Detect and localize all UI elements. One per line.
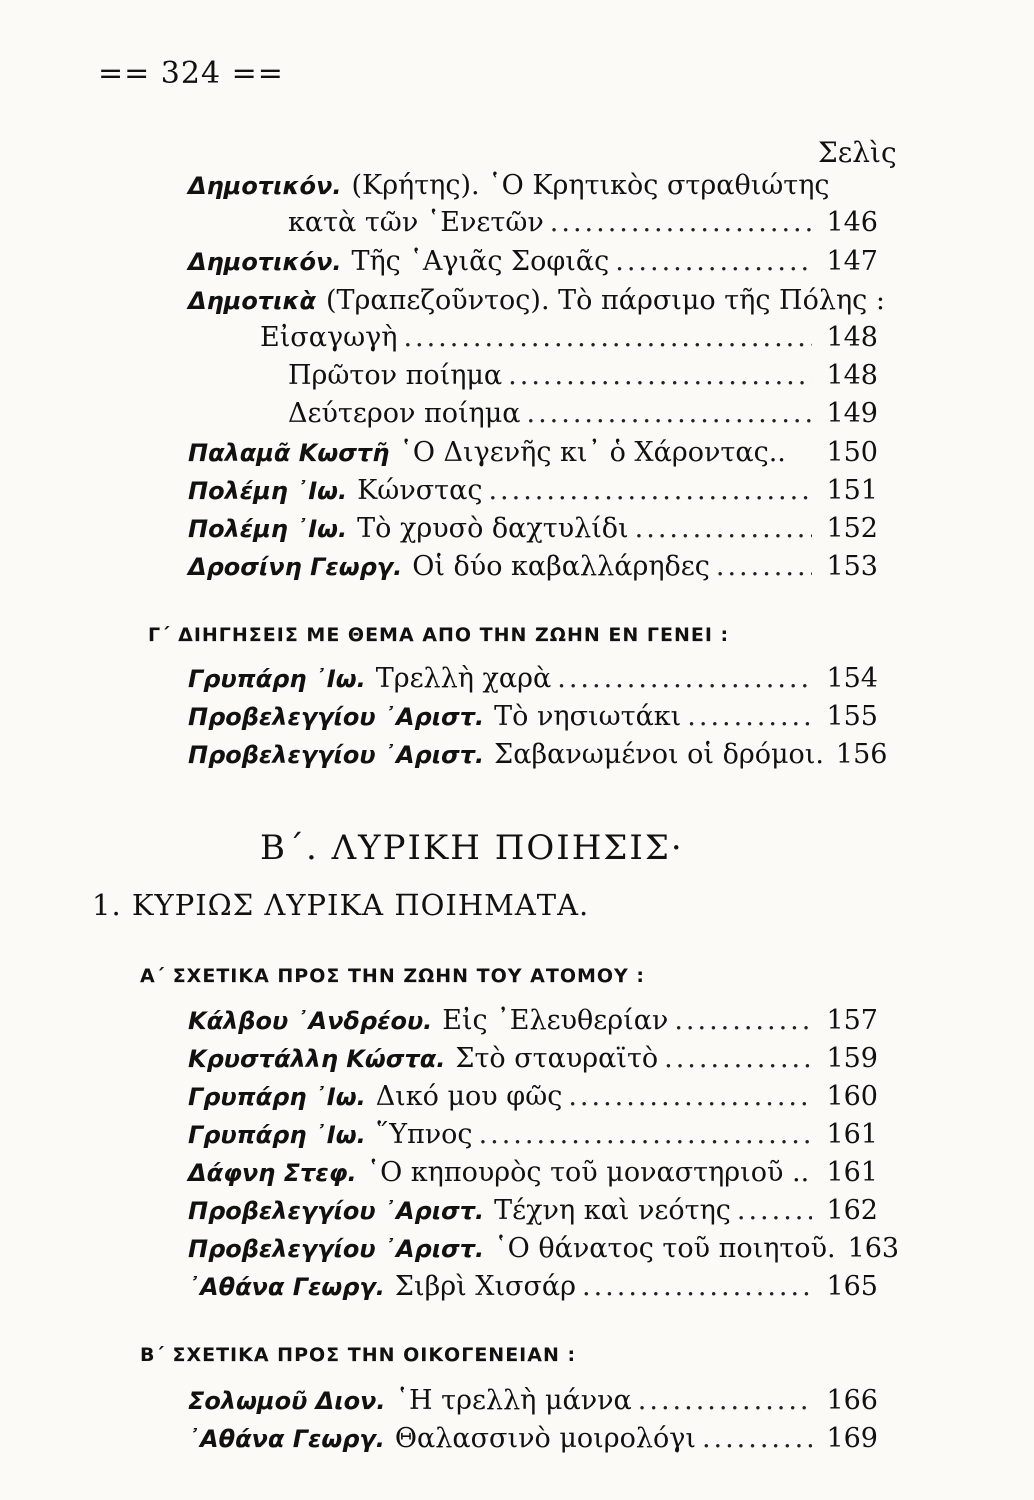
entry-page: 160 <box>826 1081 878 1112</box>
toc-entry <box>188 739 888 777</box>
toc-entry <box>188 475 878 513</box>
toc-entry <box>188 1271 878 1309</box>
entry-author: Προβελεγγίου ᾿Αριστ. <box>188 703 485 731</box>
entry-page: 156 <box>835 739 888 770</box>
entry-title: (Τραπεζοῦντος). Τὸ πάρσιμο τῆς Πόλης : <box>326 285 885 316</box>
entry-title: Δεύτερον ποίημα <box>288 398 521 429</box>
entry-title: Εἰς ᾿Ελευθερίαν <box>442 1005 669 1036</box>
toc-entry <box>188 1081 878 1119</box>
entry-author: ᾿Αθάνα Γεωργ. <box>188 1273 385 1301</box>
section-subheading: Γ΄ ΔΙΗΓΗΣΕΙΣ ΜΕ ΘΕΜΑ ΑΠΟ ΤΗΝ ΖΩΗΝ ΕΝ ΓΕΝΕΙ : <box>148 624 730 646</box>
toc-entry <box>288 360 878 398</box>
entry-author: Δάφνη Στεφ. <box>188 1159 357 1187</box>
entry-title: ῾Ο Διγενῆς κι᾿ ὁ Χάροντας.. <box>399 437 786 468</box>
toc-entry <box>188 1233 900 1271</box>
entry-author: Δημοτικόν. <box>188 172 342 200</box>
entry-page: 151 <box>826 475 878 506</box>
entry-title: ῾Ο κηπουρὸς τοῦ μοναστηριοῦ .. <box>366 1157 810 1188</box>
entry-title: Τέχνη καὶ νεότης <box>494 1195 731 1226</box>
entry-page: 148 <box>826 360 878 391</box>
entry-page: 165 <box>826 1271 878 1302</box>
entry-author: Προβελεγγίου ᾿Αριστ. <box>188 1197 485 1225</box>
entry-author: Κάλβου ᾿Ανδρέου. <box>188 1007 433 1035</box>
toc-entry <box>188 551 878 589</box>
entry-page: 162 <box>826 1195 878 1226</box>
toc-entry <box>188 1005 878 1043</box>
toc-entry <box>288 207 878 245</box>
toc-entry <box>188 1195 878 1233</box>
entry-author: Πολέμη ᾿Ιω. <box>188 477 348 505</box>
page-column-label: Σελὶς <box>818 136 897 169</box>
entry-page: 154 <box>826 663 878 694</box>
entry-author: Δημοτικὰ <box>188 287 317 315</box>
entry-page: 169 <box>826 1423 878 1454</box>
toc-entry <box>260 322 878 360</box>
entry-author: Δροσίνη Γεωργ. <box>188 553 403 581</box>
subsection-title: 1. ΚΥΡΙΩΣ ΛΥΡΙΚΑ ΠΟΙΗΜΑΤΑ. <box>92 888 590 922</box>
entry-author: ᾿Αθάνα Γεωργ. <box>188 1425 385 1453</box>
entry-title: (Κρήτης). ῾Ο Κρητικὸς στραθιώτης <box>351 170 830 201</box>
entry-author: Προβελεγγίου ᾿Αριστ. <box>188 1235 485 1263</box>
toc-entry <box>188 170 830 201</box>
entry-author: Παλαμᾶ Κωστῆ <box>188 439 390 467</box>
section-title: Β΄. ΛΥΡΙΚΗ ΠΟΙΗΣΙΣ· <box>260 828 684 868</box>
toc-entry <box>188 285 885 316</box>
entry-title: Τῆς ῾Αγιᾶς Σοφιᾶς <box>351 246 610 277</box>
toc-entry <box>288 398 878 436</box>
toc-entry <box>188 663 878 701</box>
entry-page: 148 <box>826 322 878 353</box>
entry-author: Γρυπάρη ᾿Ιω. <box>188 665 366 693</box>
section-subheading: Β΄ ΣΧΕΤΙΚΑ ΠΡΟΣ ΤΗΝ ΟΙΚΟΓΕΝΕΙΑΝ : <box>140 1344 577 1366</box>
entry-author: Σολωμοῦ Διον. <box>188 1387 386 1415</box>
toc-entry <box>188 246 878 284</box>
entry-author: Γρυπάρη ᾿Ιω. <box>188 1083 366 1111</box>
toc-entry <box>188 1043 878 1081</box>
entry-title: Κώνστας <box>357 475 483 506</box>
entry-title: κατὰ τῶν ῾Ενετῶν <box>288 207 544 238</box>
entry-title: Τὸ νησιωτάκι <box>494 701 682 732</box>
toc-entry <box>188 437 878 475</box>
entry-title: Δικό μου φῶς <box>375 1081 563 1112</box>
toc-entry <box>188 513 878 551</box>
page-number-header: == 324 == <box>98 56 284 91</box>
entry-title: Τρελλὴ χαρὰ <box>375 663 552 694</box>
entry-author: Πολέμη ᾿Ιω. <box>188 515 348 543</box>
entry-title: Πρῶτον ποίημα <box>288 360 503 391</box>
entry-title: ῾Η τρελλὴ μάννα <box>395 1385 632 1416</box>
entry-title: Σαβανωμένοι οἱ δρόμοι. <box>494 739 824 770</box>
entry-title: Σιβρὶ Χισσάρ <box>394 1271 577 1302</box>
entry-page: 166 <box>826 1385 878 1416</box>
entry-page: 161 <box>826 1157 878 1188</box>
entry-page: 146 <box>826 207 878 238</box>
entry-title: Θαλασσινὸ μοιρολόγι <box>394 1423 696 1454</box>
entry-page: 159 <box>826 1043 878 1074</box>
entry-author: Γρυπάρη ᾿Ιω. <box>188 1121 366 1149</box>
entry-title: ῾Ο θάνατος τοῦ ποιητοῦ. <box>494 1233 836 1264</box>
toc-entry <box>188 1157 878 1195</box>
section-subheading: Α΄ ΣΧΕΤΙΚΑ ΠΡΟΣ ΤΗΝ ΖΩΗΝ ΤΟΥ ΑΤΟΜΟΥ : <box>140 965 646 987</box>
entry-title: ῞Υπνος <box>375 1119 473 1150</box>
toc-entry <box>188 1423 878 1461</box>
entry-page: 149 <box>826 398 878 429</box>
entry-page: 155 <box>826 701 878 732</box>
entry-page: 157 <box>826 1005 878 1036</box>
entry-author: Δημοτικόν. <box>188 248 342 276</box>
entry-page: 153 <box>826 551 878 582</box>
toc-entry <box>188 1385 878 1423</box>
entry-title: Στὸ σταυραϊτὸ <box>455 1043 659 1074</box>
entry-title: Εἰσαγωγὴ <box>260 322 398 353</box>
toc-entry <box>188 1119 878 1157</box>
entry-page: 163 <box>847 1233 900 1264</box>
entry-page: 152 <box>826 513 878 544</box>
entry-author: Προβελεγγίου ᾿Αριστ. <box>188 741 485 769</box>
toc-entry <box>188 701 878 739</box>
entry-author: Κρυστάλλη Κώστα. <box>188 1045 446 1073</box>
entry-page: 147 <box>826 246 878 277</box>
entry-title: Τὸ χρυσὸ δαχτυλίδι <box>357 513 629 544</box>
entry-page: 150 <box>826 437 878 468</box>
entry-title: Οἱ δύο καβαλλάρηδες <box>412 551 710 582</box>
entry-page: 161 <box>826 1119 878 1150</box>
